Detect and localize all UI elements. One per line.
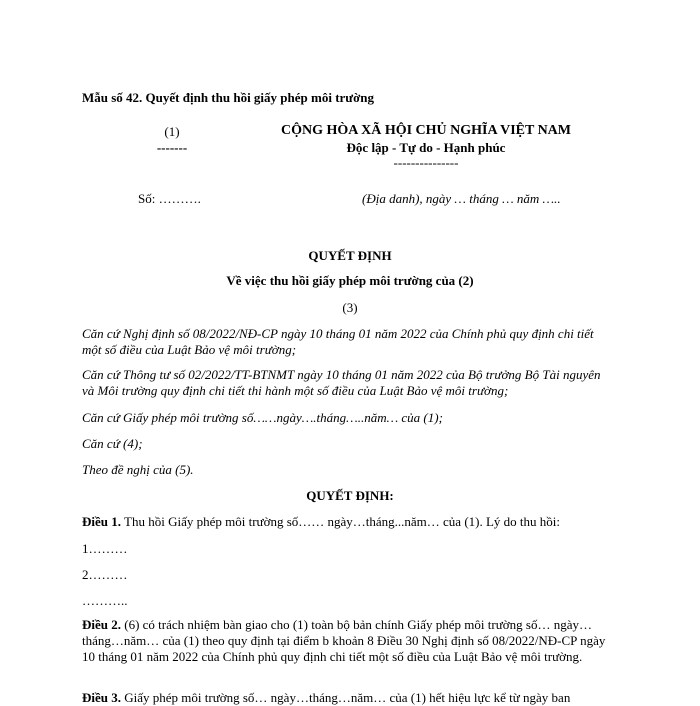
document-title: QUYẾT ĐỊNH [308,248,392,263]
legal-basis-2: Căn cứ Thông tư số 02/2022/TT-BTNMT ngày 10 tháng 01 năm 2022 của Bộ trưởng Bộ Tài nguyên và Môi trường quy định chi tiết thi hành một số điều của Luật Bảo vệ môi trường; [82,367,601,398]
article-1-label: Điều 1. [82,514,121,529]
article-1-text: Thu hồi Giấy phép môi trường số…… ngày…tháng...năm… của (1). Lý do thu hồi: [121,514,561,529]
article-3 [82,690,570,706]
proposal-basis: Theo đề nghị của (5). [82,462,194,477]
reason-1: 1……… [82,541,128,556]
article-2 [82,617,610,665]
legal-basis-4: Căn cứ (4); [82,436,143,451]
document-subject: Về việc thu hồi giấy phép môi trường của (2) [226,273,474,288]
decision-heading: QUYẾT ĐỊNH: [306,488,394,503]
issuing-agency-code: (1) [164,124,180,139]
motto-underline: --------------- [393,155,459,170]
reason-3: ……….. [82,593,128,608]
agency-underline: ------- [156,140,188,155]
legal-basis-3: Căn cứ Giấy phép môi trường số……ngày….tháng…..năm… của (1); [82,410,443,425]
article-1 [82,514,610,530]
article-3-label: Điều 3. [82,690,121,705]
document-number: Số: ………. [138,191,201,206]
place-and-date: (Địa danh), ngày … tháng … năm ….. [362,191,561,206]
article-2-label: Điều 2. [82,617,121,632]
article-3-text: Giấy phép môi trường số… ngày…tháng…năm… của (1) hết hiệu lực kể từ ngày ban [121,690,571,705]
legal-basis-1: Căn cứ Nghị định số 08/2022/NĐ-CP ngày 10 tháng 01 năm 2022 của Chính phủ quy định chi tiết một số điều của Luật Bảo vệ môi trường; [82,326,594,357]
issuing-authority: (3) [342,300,358,315]
form-title: Mẫu số 42. Quyết định thu hồi giấy phép môi trường [82,90,375,105]
national-motto: Độc lập - Tự do - Hạnh phúc [346,140,506,155]
country-name: CỘNG HÒA XÃ HỘI CHỦ NGHĨA VIỆT NAM [280,123,571,138]
article-2-text: (6) có trách nhiệm bàn giao cho (1) toàn bộ bản chính Giấy phép môi trường số… ngày…tháng…năm… của (1) theo quy định tại điểm b khoản 8 Điều 30 Nghị định số 08/2022/NĐ-CP ngày 10 tháng 01 năm 2022 của Chính phủ quy định chi tiết một số điều của Luật Bảo vệ môi trường. [82,617,606,664]
reason-2: 2……… [82,567,128,582]
